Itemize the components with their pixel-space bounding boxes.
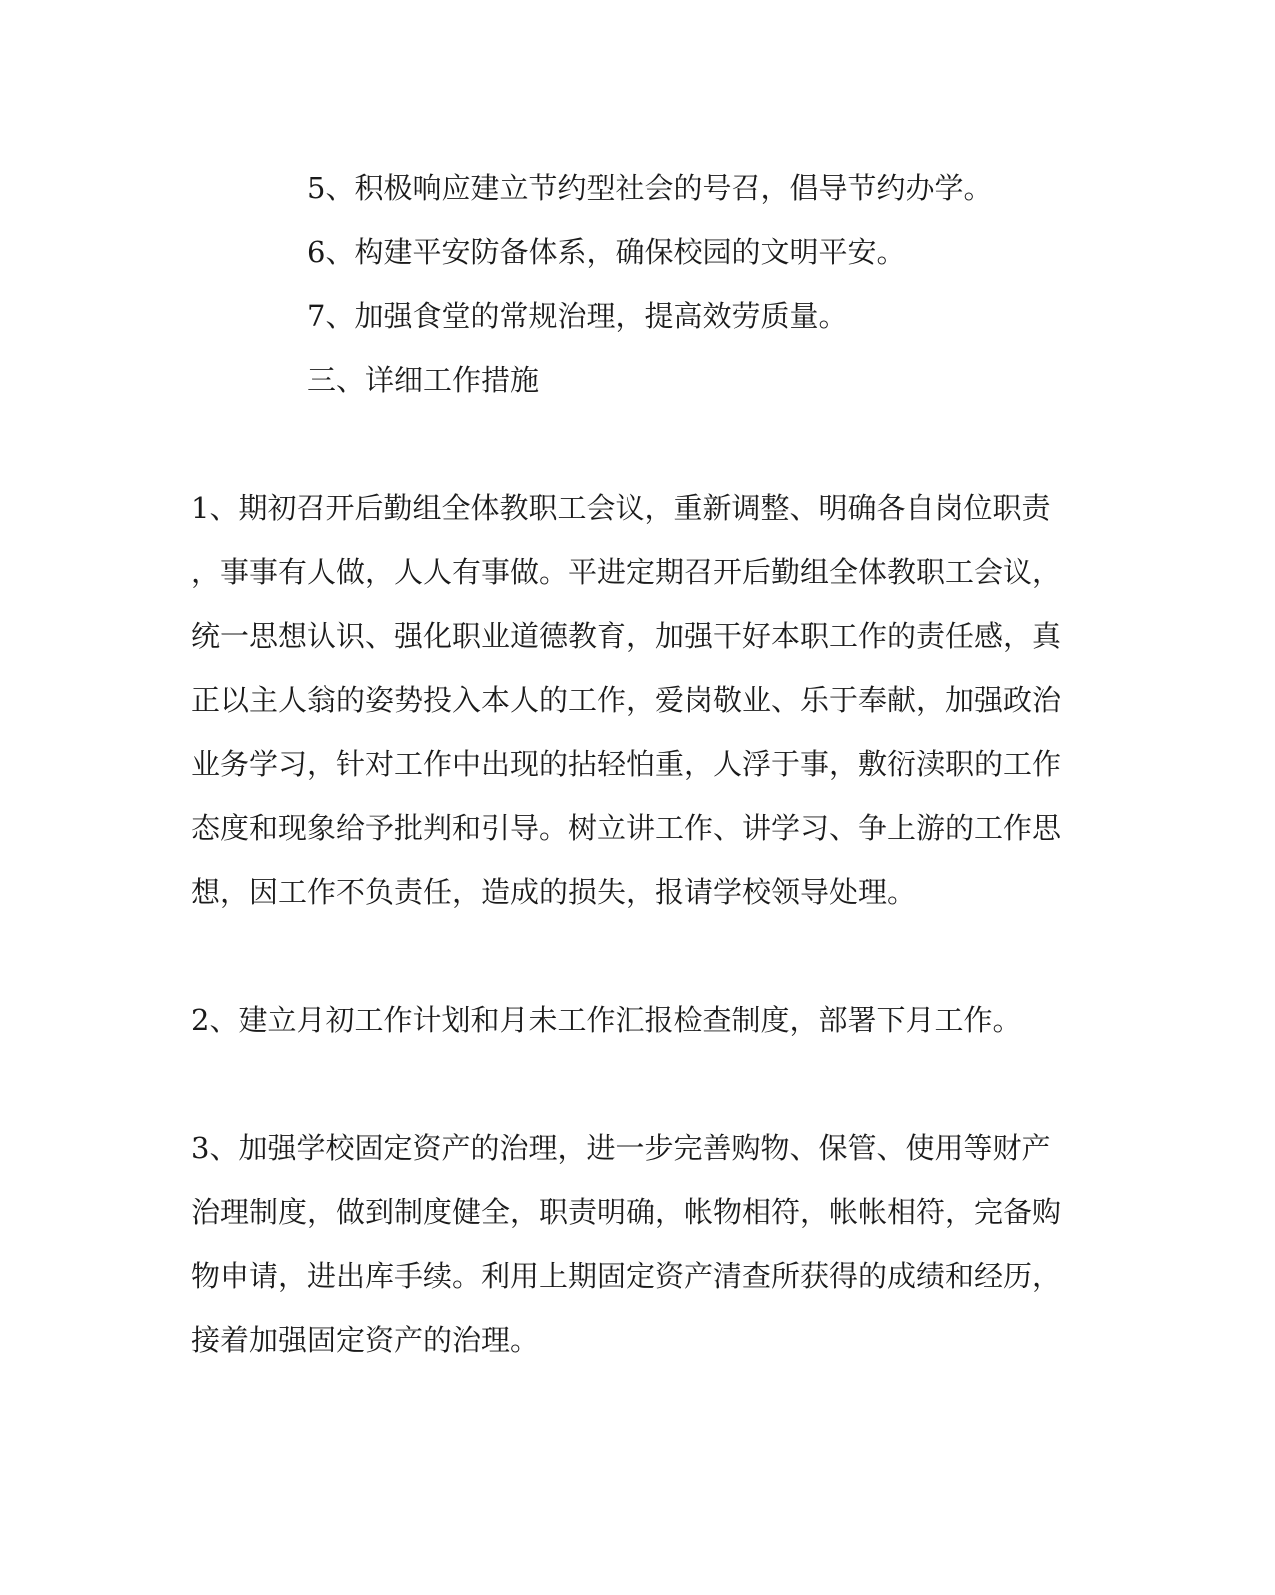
goal-item-6: 6、构建平安防备体系，确保校园的文明平安。	[307, 235, 906, 269]
paragraph-3-line: 治理制度，做到制度健全，职责明确，帐物相符，帐帐相符，完备购	[191, 1195, 1062, 1229]
paragraph-1-line: 想，因工作不负责任，造成的损失，报请学校领导处理。	[191, 875, 917, 909]
goal-item-7: 7、加强食堂的常规治理，提高效劳质量。	[307, 299, 848, 333]
paragraph-1-line: 正以主人翁的姿势投入本人的工作，爱岗敬业、乐于奉献，加强政治	[191, 683, 1062, 717]
paragraph-1-line: ，事事有人做，人人有事做。平进定期召开后勤组全体教职工会议，	[191, 555, 1062, 589]
paragraph-1-line: 业务学习，针对工作中出现的拈轻怕重，人浮于事，敷衍渎职的工作	[191, 747, 1062, 781]
paragraph-1-line: 1、期初召开后勤组全体教职工会议，重新调整、明确各自岗位职责	[191, 491, 1051, 525]
goal-item-5: 5、积极响应建立节约型社会的号召，倡导节约办学。	[307, 171, 993, 205]
paragraph-3-line: 物申请，进出库手续。利用上期固定资产清查所获得的成绩和经历，	[191, 1259, 1062, 1293]
section-heading: 三、详细工作措施	[307, 363, 540, 397]
paragraph-3-line: 3、加强学校固定资产的治理，进一步完善购物、保管、使用等财产	[191, 1131, 1051, 1165]
paragraph-2-line: 2、建立月初工作计划和月未工作汇报检查制度，部署下月工作。	[191, 1003, 1022, 1037]
paragraph-3-line: 接着加强固定资产的治理。	[191, 1323, 540, 1357]
paragraph-1-line: 统一思想认识、强化职业道德教育，加强干好本职工作的责任感，真	[191, 619, 1062, 653]
paragraph-1-line: 态度和现象给予批判和引导。树立讲工作、讲学习、争上游的工作思	[191, 811, 1062, 845]
